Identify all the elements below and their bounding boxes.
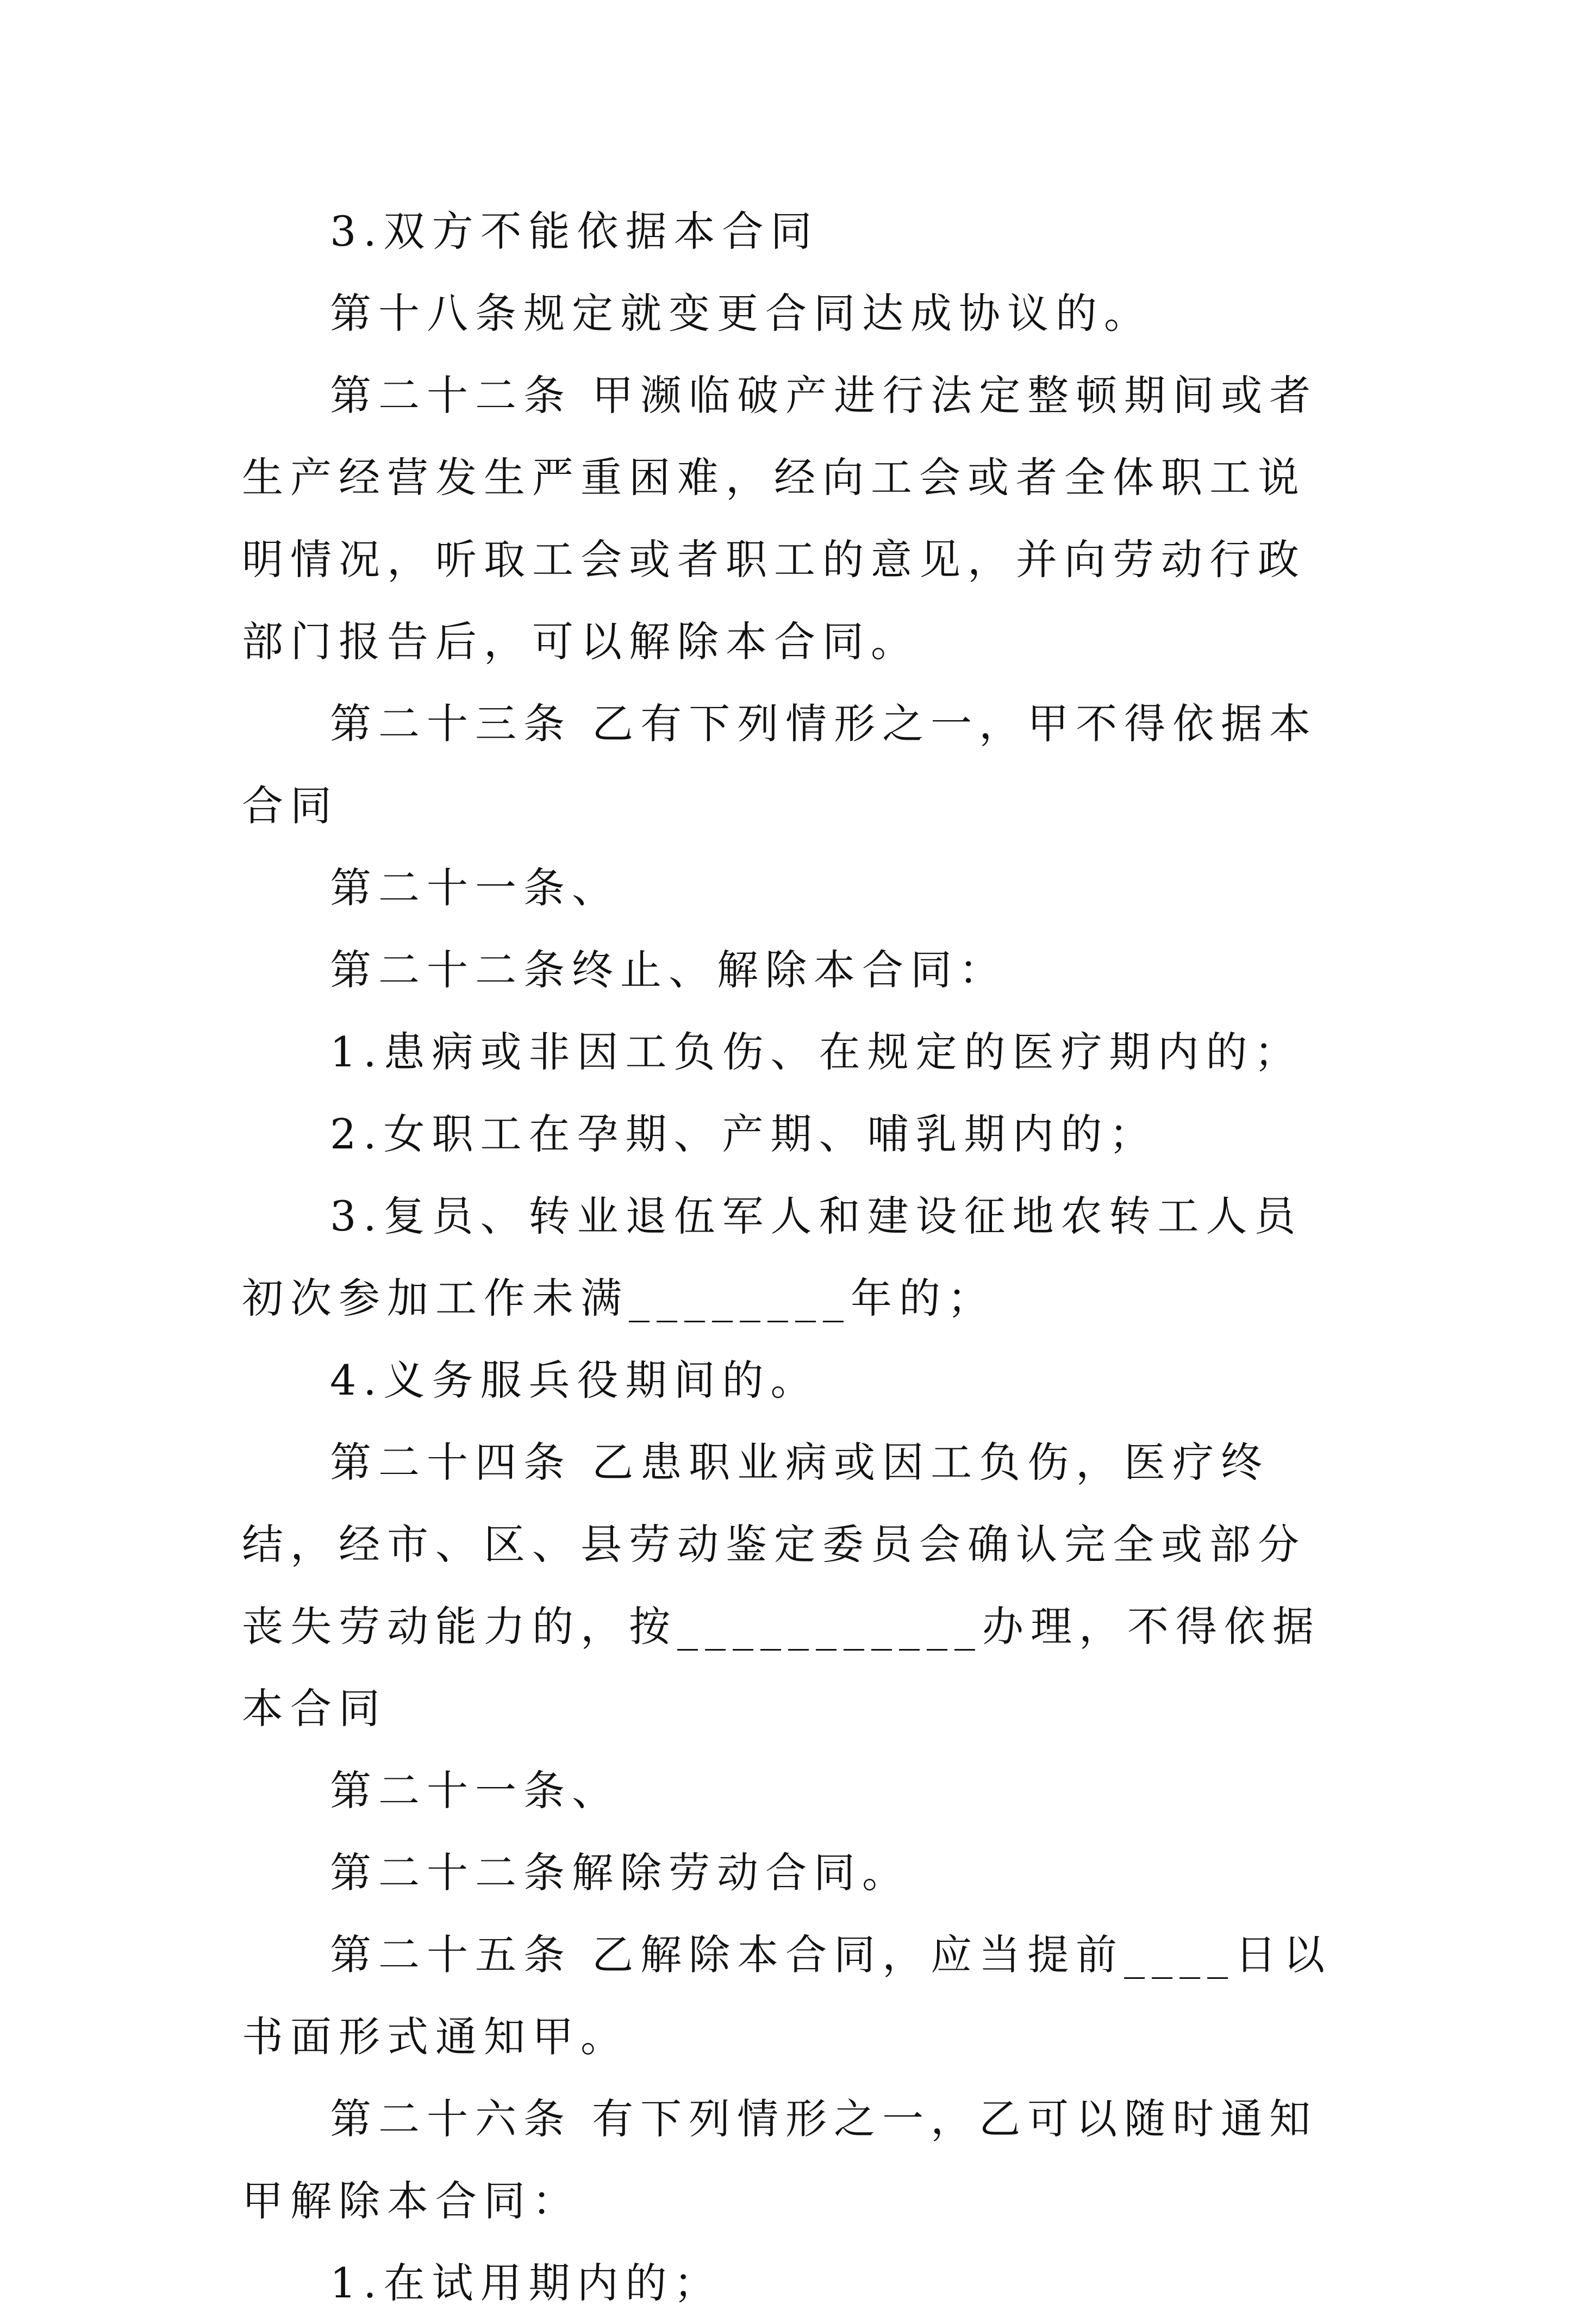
paragraph-article-26: 第二十六条 有下列情形之一，乙可以随时通知甲解除本合同： bbox=[242, 2095, 1318, 2225]
paragraph-clause-3-item: 3.双方不能依据本合同 bbox=[330, 207, 819, 255]
list-item-probation: 1.在试用期内的； bbox=[330, 2259, 722, 2307]
list-item-military-service: 4.义务服兵役期间的。 bbox=[330, 1356, 819, 1404]
paragraph-article-23: 第二十三条 乙有下列情形之一，甲不得依据本合同 bbox=[242, 699, 1318, 830]
paragraph-article-25: 第二十五条 乙解除本合同，应当提前____日以书面形式通知甲。 bbox=[242, 1931, 1332, 2061]
document-body bbox=[242, 190, 1348, 2324]
paragraph-article-21-reference: 第二十一条、 bbox=[330, 864, 620, 912]
list-item-pregnancy: 2.女职工在孕期、产期、哺乳期内的； bbox=[330, 1110, 1158, 1158]
paragraph-article-18-reference: 第十八条规定就变更合同达成协议的。 bbox=[330, 289, 1152, 338]
paragraph-article-22-termination: 第二十二条终止、解除本合同： bbox=[330, 946, 1007, 994]
paragraph-article-24: 第二十四条 乙患职业病或因工负伤，医疗终结，经市、区、县劳动鉴定委员会确认完全或部分丧失劳动能力的，按___________办理，不得依据本合同 bbox=[242, 1438, 1321, 1733]
paragraph-article-22-dissolution: 第二十二条解除劳动合同。 bbox=[330, 1848, 910, 1897]
paragraph-article-21-reference-2: 第二十一条、 bbox=[330, 1766, 620, 1815]
paragraph-article-22: 第二十二条 甲濒临破产进行法定整顿期间或者生产经营发生严重困难，经向工会或者全体职工说明情况，听取工会或者职工的意见，并向劳动行政部门报告后，可以解除本合同。 bbox=[242, 371, 1318, 666]
list-item-illness: 1.患病或非因工负伤、在规定的医疗期内的； bbox=[330, 1028, 1303, 1076]
list-item-veterans: 3.复员、转业退伍军人和建设征地农转工人员初次参加工作未满________年的； bbox=[242, 1192, 1303, 1322]
